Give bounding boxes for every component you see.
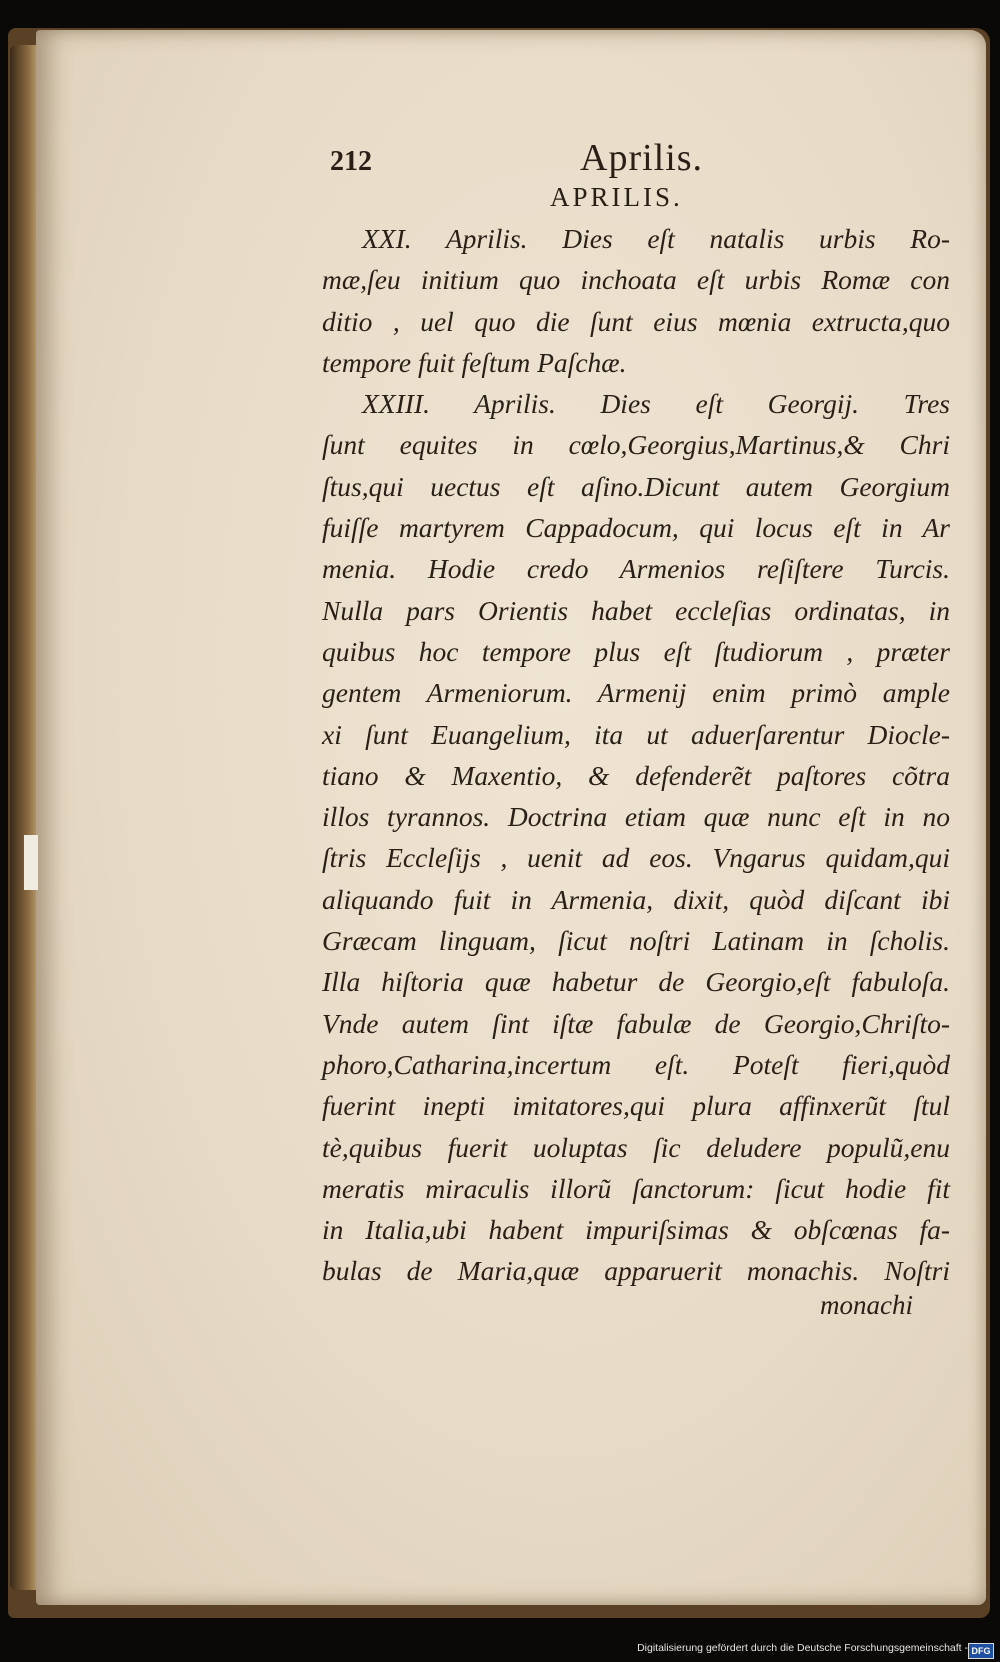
text-line: XXI. Aprilis. Dies eſt natalis urbis Ro- — [362, 223, 950, 254]
text-line: mæ,ſeu initium quo inchoata eſt urbis Romæ con — [322, 264, 950, 296]
spine-paper-strip — [24, 835, 38, 890]
running-title: Aprilis. — [580, 137, 704, 179]
text-line: fuerint inepti imitatores,qui plura affinxerũt ſtul — [322, 1090, 950, 1122]
text-line: in Italia,ubi habent impuriſsimas & obſcœnas fa- — [322, 1214, 950, 1246]
text-line: ditio , uel quo die ſunt eius mœnia extructa,quo — [322, 305, 950, 337]
text-line: gentem Armeniorum. Armenij enim primò ample — [322, 677, 950, 709]
text-line: Græcam linguam, ſicut noſtri Latinam in ſcholis. — [322, 925, 950, 957]
page-number: 212 — [330, 146, 372, 177]
text-line: ſtus,qui uectus eſt aſino.Dicunt autem Georgium — [322, 470, 950, 502]
text-line: xi ſunt Euangelium, ita ut aduerſarentur Diocle- — [322, 718, 950, 750]
body-text — [322, 218, 950, 1292]
text-line: aliquando fuit in Armenia, dixit, quòd diſcant ibi — [322, 883, 950, 915]
text-line: ſtris Eccleſijs , uenit ad eos. Vngarus quidam,qui — [322, 842, 950, 874]
footer-bar — [0, 1640, 1000, 1662]
text-line: quibus hoc tempore plus eſt ſtudiorum , præter — [322, 635, 950, 667]
section-heading: APRILIS. — [550, 182, 683, 212]
text-line: Nulla pars Orientis habet eccleſias ordinatas, in — [322, 594, 950, 626]
dfg-logo: DFG — [968, 1643, 994, 1659]
text-line: XXIII. Aprilis. Dies eſt Georgij. Tres — [362, 388, 950, 420]
text-line: tempore fuit feſtum Paſchæ. — [322, 346, 627, 378]
text-line: ſunt equites in cœlo,Georgius,Martinus,& Chri — [322, 429, 950, 461]
text-line: menia. Hodie credo Armenios reſiſtere Turcis. — [322, 553, 950, 585]
page-header — [330, 136, 950, 186]
text-line: Vnde autem ſint iſtæ fabulæ de Georgio,Chriſto- — [322, 1007, 950, 1039]
text-line: illos tyrannos. Doctrina etiam quæ nunc eſt in no — [322, 801, 950, 833]
text-line: tè,quibus fuerit uoluptas ſic deludere populũ,enu — [322, 1131, 950, 1163]
digitization-credit: Digitalisierung gefördert durch die Deutsche Forschungsgemeinschaft - — [637, 1642, 968, 1654]
text-line: Illa hiſtoria quæ habetur de Georgio,eſt fabuloſa. — [322, 966, 950, 998]
text-line: phoro,Catharina,incertum eſt. Poteſt fieri,quòd — [322, 1048, 950, 1080]
catchword: monachi — [820, 1290, 913, 1320]
text-line: fuiſſe martyrem Cappadocum, qui locus eſt in Ar — [322, 512, 950, 544]
text-line: bulas de Maria,quæ apparuerit monachis. Noſtri — [322, 1255, 950, 1287]
text-line: meratis miraculis illorũ ſanctorum: ſicut hodie fit — [322, 1172, 950, 1204]
text-line: tiano & Maxentio, & defenderẽt paſtores cõtra — [322, 759, 950, 791]
